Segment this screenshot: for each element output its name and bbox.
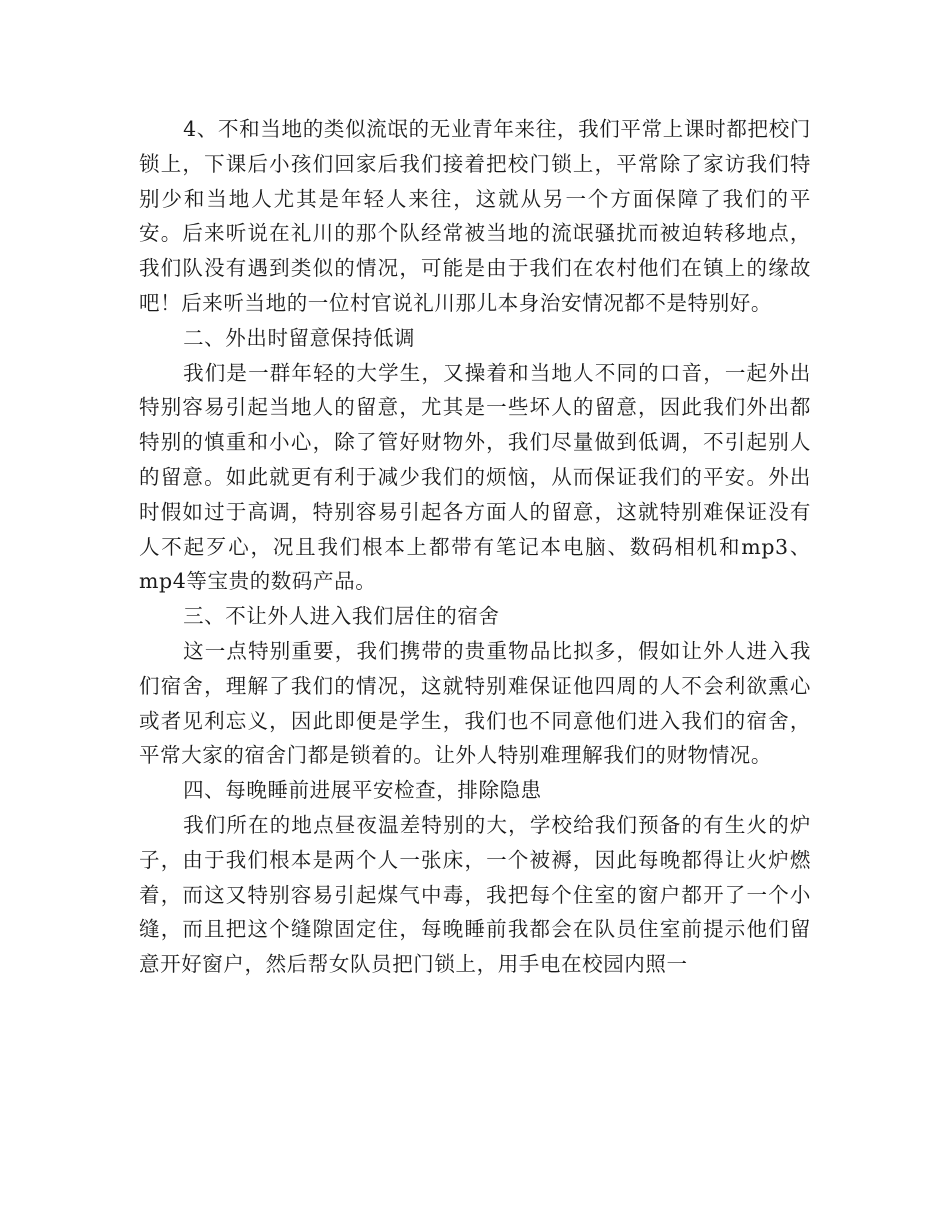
- paragraph-section-4: 我们所在的地点昼夜温差特别的大，学校给我们预备的有生火的炉子，由于我们根本是两个人一张床，一个被褥，因此每晚都得让火炉燃着，而这又特别容易引起煤气中毒，我把每个住室的窗户都开了一个小缝，而且把这个缝隙固定住，每晚睡前我都会在队员住室前提示他们留意开好窗户，然后帮女队员把门锁上，用手电在校园内照一: [139, 812, 811, 977]
- paragraph-section-3: 这一点特别重要，我们携带的贵重物品比拟多，假如让外人进入我们宿舍，理解了我们的情况，这就特别难保证他四周的人不会利欲熏心或者见利忘义，因此即便是学生，我们也不同意他们进入我们的宿舍，平常大家的宿舍门都是锁着的。让外人特别难理解我们的财物情况。: [139, 638, 811, 768]
- paragraph-section-2: 我们是一群年轻的大学生，又操着和当地人不同的口音，一起外出特别容易引起当地人的留意，尤其是一些坏人的留意，因此我们外出都特别的慎重和小心，除了管好财物外，我们尽量做到低调，不引起别人的留意。如此就更有利于减少我们的烦恼，从而保证我们的平安。外出时假如过于高调，特别容易引起各方面人的留意，这就特别难保证没有人不起歹心，况且我们根本上都带有笔记本电脑、数码相机和mp3、mp4等宝贵的数码产品。: [139, 360, 811, 594]
- section-heading-2: 二、外出时留意保持低调: [183, 325, 416, 350]
- section-heading-3: 三、不让外人进入我们居住的宿舍: [183, 604, 500, 629]
- paragraph-item-4: 4、不和当地的类似流氓的无业青年来往，我们平常上课时都把校门锁上，下课后小孩们回家后我们接着把校门锁上，平常除了家访我们特别少和当地人尤其是年轻人来往，这就从另一个方面保障了我们的平安。后来听说在礼川的那个队经常被当地的流氓骚扰而被迫转移地点，我们队没有遇到类似的情况，可能是由于我们在农村他们在镇上的缘故吧！后来听当地的一位村官说礼川那儿本身治安情况都不是特别好。: [139, 117, 811, 315]
- document-body: [139, 112, 811, 982]
- section-heading-4: 四、每晚睡前进展平安检查，排除隐患: [183, 778, 542, 803]
